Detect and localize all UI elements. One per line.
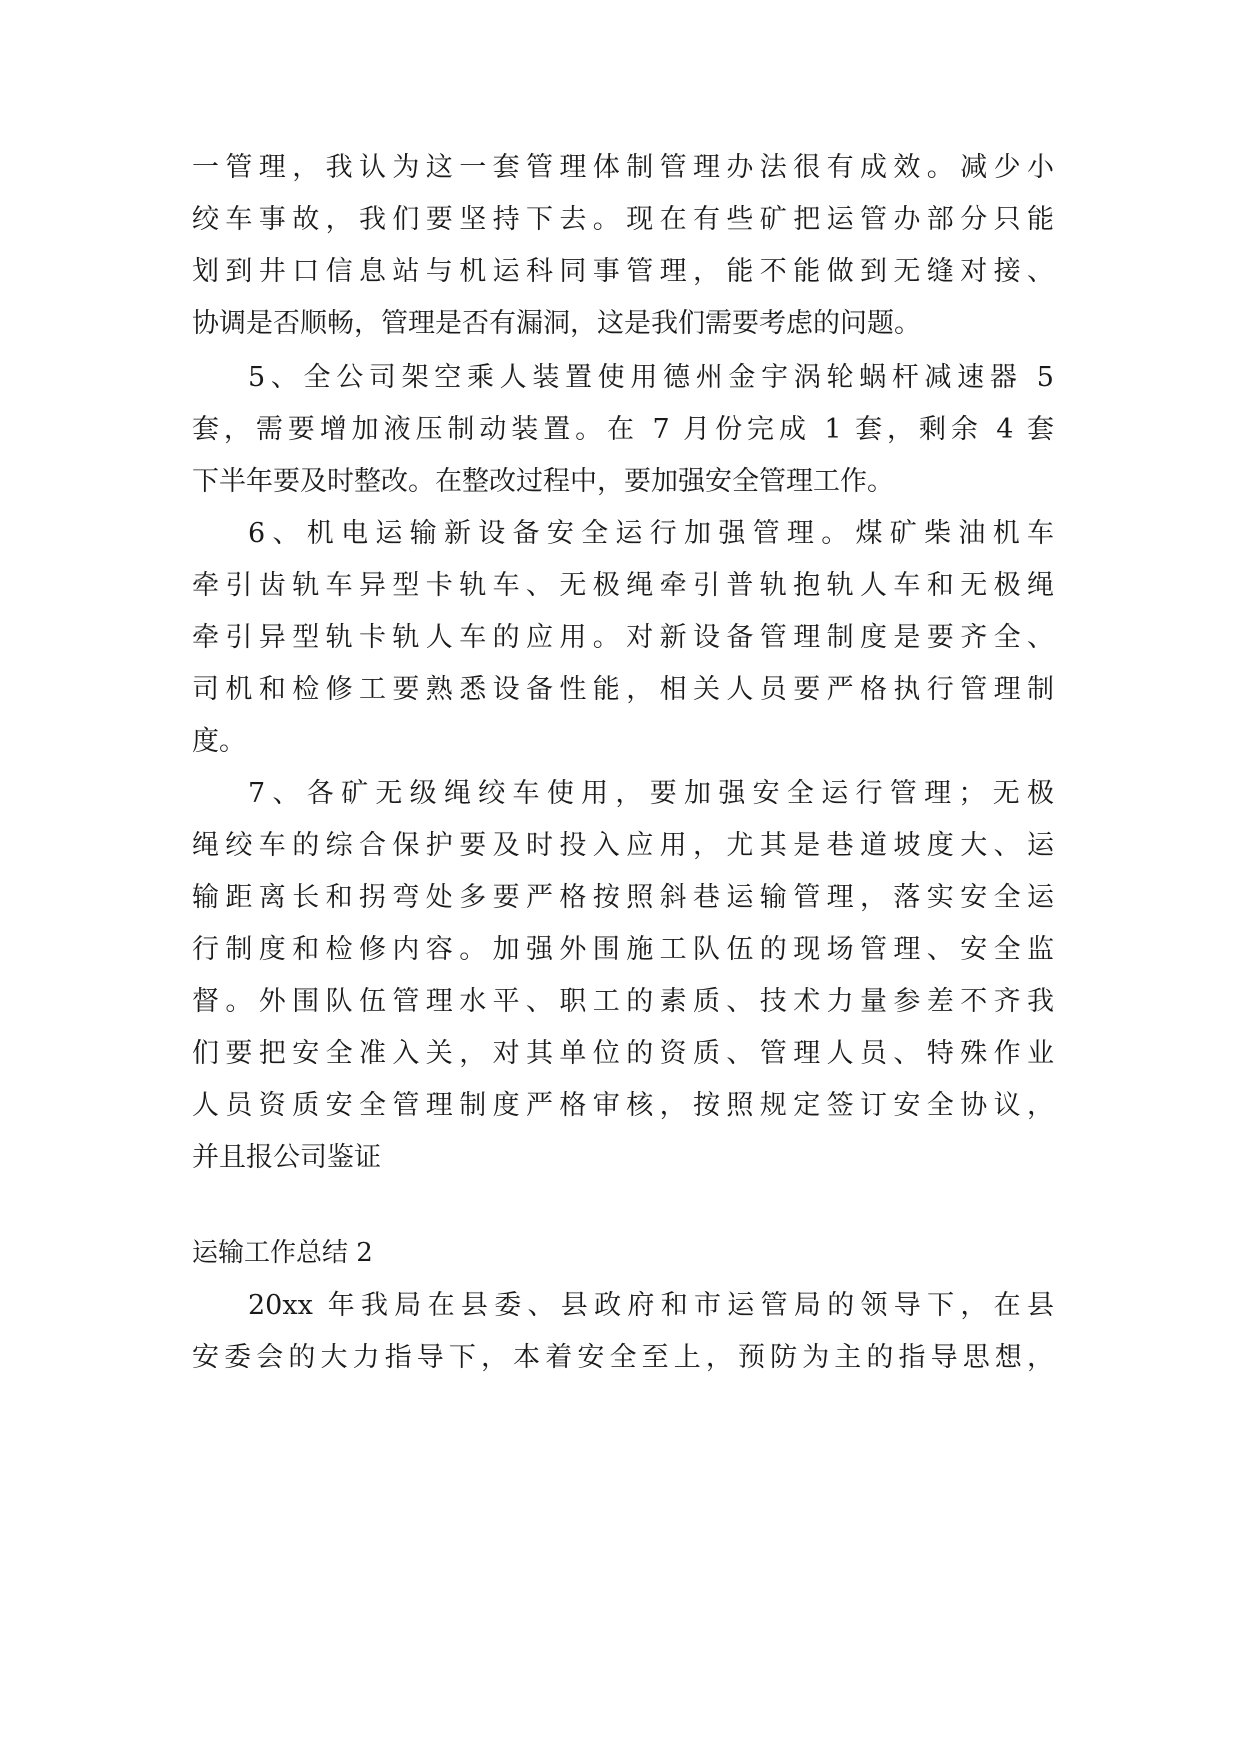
paragraph-line: 并且报公司鉴证: [192, 1142, 381, 1173]
paragraph-line: 绳绞车的综合保护要及时投入应用，尤其是巷道坡度大、运: [192, 830, 1054, 861]
paragraph-line: 牵引异型轨卡轨人车的应用。对新设备管理制度是要齐全、: [192, 622, 1054, 653]
paragraph-line: 输距离长和拐弯处多要严格按照斜巷运输管理，落实安全运: [192, 882, 1054, 913]
paragraph-line: 行制度和检修内容。加强外围施工队伍的现场管理、安全监: [192, 934, 1054, 965]
paragraph-line: 划到井口信息站与机运科同事管理，能不能做到无缝对接、: [192, 256, 1054, 287]
paragraph-line: 督。外围队伍管理水平、职工的素质、技术力量参差不齐我: [192, 986, 1054, 1017]
paragraph-line: 司机和检修工要熟悉设备性能，相关人员要严格执行管理制: [192, 674, 1054, 705]
paragraph-line: 20xx 年我局在县委、县政府和市运管局的领导下，在县: [248, 1290, 1054, 1321]
paragraph-line: 绞车事故，我们要坚持下去。现在有些矿把运管办部分只能: [192, 204, 1054, 235]
paragraph-line: 一管理，我认为这一套管理体制管理办法很有成效。减少小: [192, 152, 1054, 183]
paragraph-line: 7、各矿无级绳绞车使用，要加强安全运行管理；无极: [248, 778, 1054, 809]
paragraph-line: 6、机电运输新设备安全运行加强管理。煤矿柴油机车: [248, 518, 1054, 549]
paragraph-line: 们要把安全准入关，对其单位的资质、管理人员、特殊作业: [192, 1038, 1054, 1069]
paragraph-line: 牵引齿轨车异型卡轨车、无极绳牵引普轨抱轨人车和无极绳: [192, 570, 1054, 601]
section-heading: 运输工作总结 2: [192, 1238, 373, 1268]
paragraph-line: 协调是否顺畅，管理是否有漏洞，这是我们需要考虑的问题。: [192, 308, 921, 339]
paragraph-line: 下半年要及时整改。在整改过程中，要加强安全管理工作。: [192, 466, 894, 497]
paragraph-line: 5、全公司架空乘人装置使用德州金宇涡轮蜗杆减速器 5: [248, 362, 1054, 393]
paragraph-line: 人员资质安全管理制度严格审核，按照规定签订安全协议，: [192, 1090, 1054, 1121]
paragraph-line: 度。: [192, 726, 246, 757]
paragraph-line: 套，需要增加液压制动装置。在 7 月份完成 1 套，剩余 4 套: [192, 414, 1054, 445]
paragraph-line: 安委会的大力指导下，本着安全至上，预防为主的指导思想，: [192, 1342, 1054, 1373]
